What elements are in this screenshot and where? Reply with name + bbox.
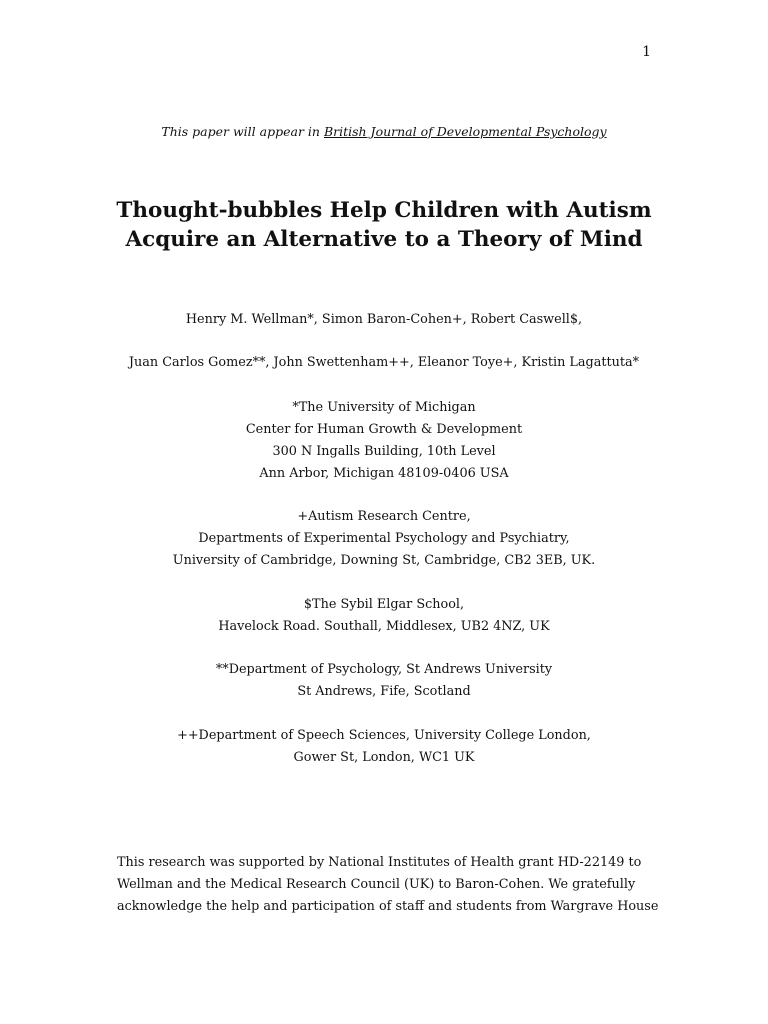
page-number: 1 bbox=[642, 44, 651, 60]
affiliation-university-of-michigan bbox=[0, 397, 768, 485]
title-line: Thought-bubbles Help Children with Autism bbox=[116, 198, 652, 223]
affiliation-line: *The University of Michigan bbox=[292, 400, 476, 415]
affiliation-line: Havelock Road. Southall, Middlesex, UB2 4NZ, UK bbox=[218, 619, 550, 634]
journal-name: British Journal of Developmental Psychology bbox=[323, 124, 607, 139]
journal-note-prefix: This paper will appear in bbox=[161, 124, 324, 139]
journal-note bbox=[0, 124, 768, 139]
paper-title bbox=[0, 196, 768, 254]
affiliation-line: **Department of Psychology, St Andrews University bbox=[215, 662, 553, 677]
affiliation-autism-research-centre bbox=[0, 506, 768, 572]
affiliation-line: Ann Arbor, Michigan 48109-0406 USA bbox=[259, 466, 509, 481]
affiliation-sybil-elgar-school bbox=[0, 594, 768, 638]
affiliation-line: University of Cambridge, Downing St, Cambridge, CB2 3EB, UK. bbox=[172, 553, 596, 568]
affiliation-line: +Autism Research Centre, bbox=[297, 509, 471, 524]
affiliation-line: St Andrews, Fife, Scotland bbox=[297, 684, 471, 699]
acknowledgement-line: This research was supported by National Institutes of Health grant HD-22149 to bbox=[117, 855, 642, 870]
acknowledgement-line: Wellman and the Medical Research Council (UK) to Baron-Cohen. We gratefully bbox=[117, 877, 636, 892]
affiliation-line: ++Department of Speech Sciences, University College London, bbox=[177, 728, 591, 743]
affiliation-line: $The Sybil Elgar School, bbox=[303, 597, 465, 612]
author-list: Henry M. Wellman*, Simon Baron-Cohen+, Robert Caswell$, bbox=[185, 312, 583, 327]
acknowledgement-paragraph bbox=[117, 852, 657, 918]
affiliation-line: 300 N Ingalls Building, 10th Level bbox=[272, 444, 496, 459]
affiliation-ucl bbox=[0, 725, 768, 769]
acknowledgement-line: acknowledge the help and participation of staff and students from Wargrave House bbox=[117, 899, 659, 914]
affiliation-line: Departments of Experimental Psychology and Psychiatry, bbox=[198, 531, 570, 546]
author-list: Juan Carlos Gomez**, John Swettenham++, Eleanor Toye+, Kristin Lagattuta* bbox=[128, 355, 640, 370]
affiliation-line: Gower St, London, WC1 UK bbox=[293, 750, 475, 765]
title-line: Acquire an Alternative to a Theory of Mind bbox=[125, 227, 643, 252]
affiliation-line: Center for Human Growth & Development bbox=[245, 422, 523, 437]
affiliation-st-andrews bbox=[0, 659, 768, 703]
